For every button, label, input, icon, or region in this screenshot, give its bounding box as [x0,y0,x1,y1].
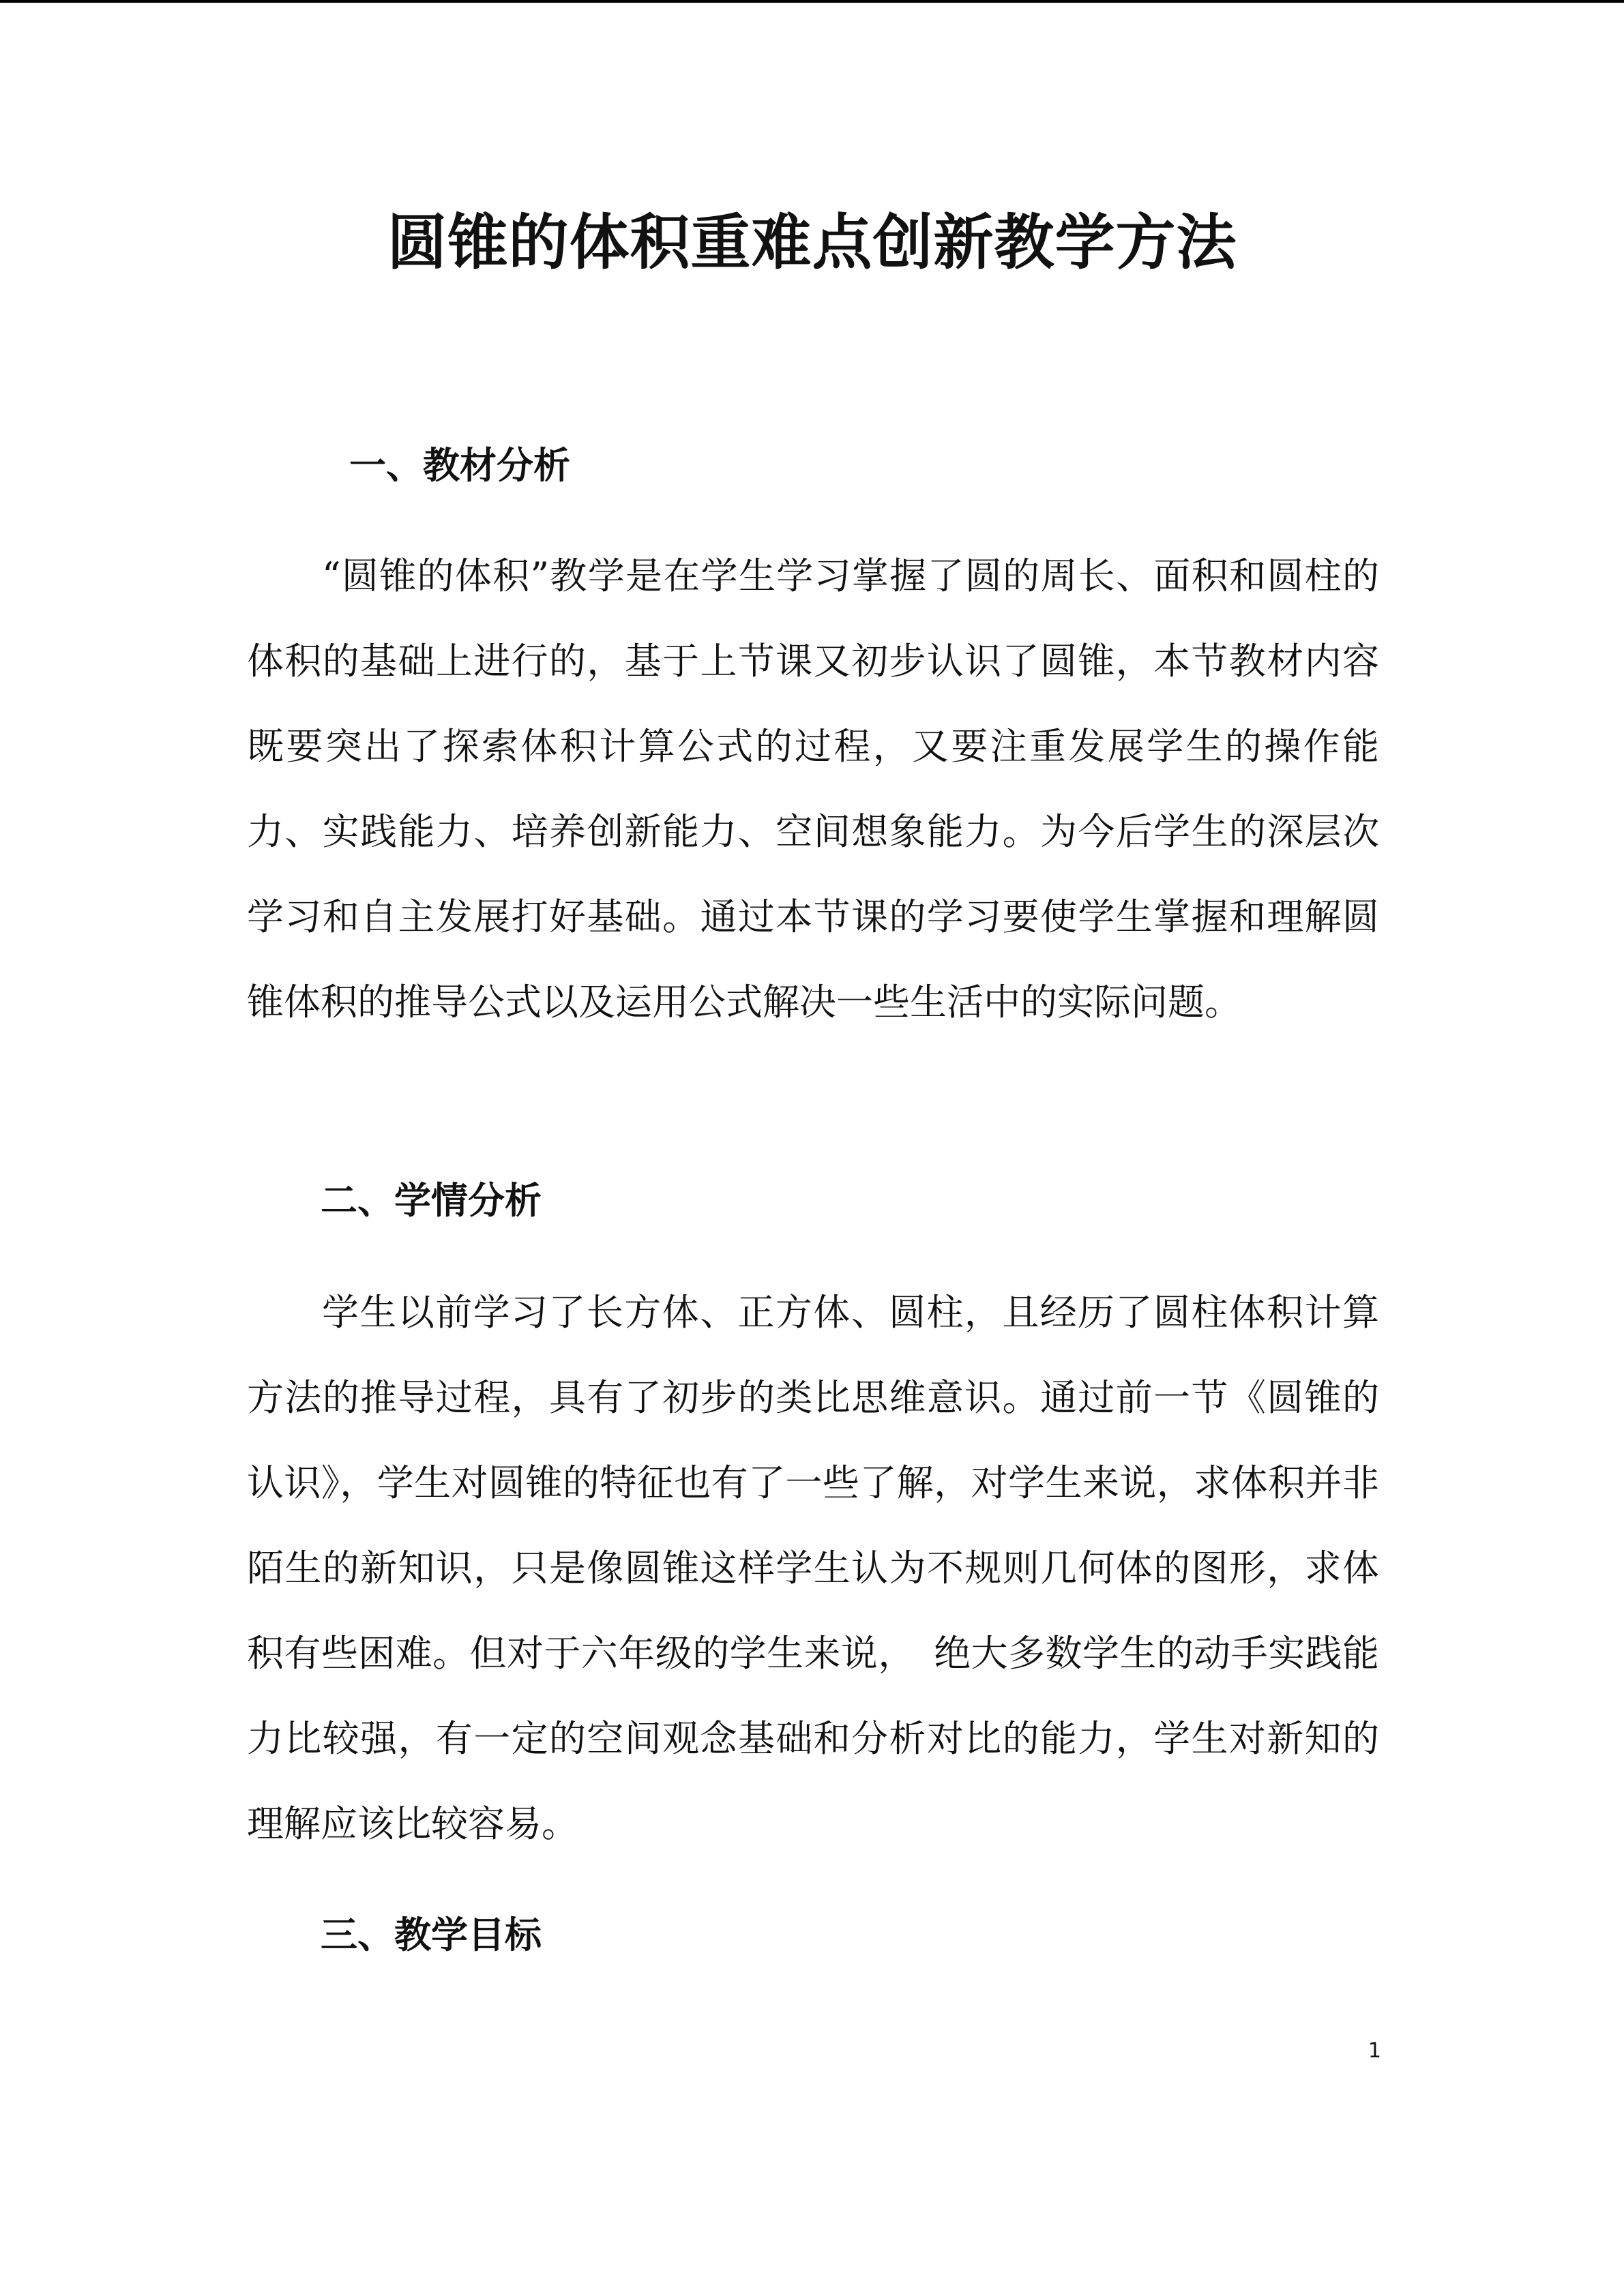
section-paragraph-1: “圆锥的体积”教学是在学生学习掌握了圆的周长、面积和圆柱的体积的基础上进行的，基于上节课又初步认识了圆锥，本节教材内容既要突出了探索体积计算公式的过程，又要注重发展学生的操作能力、实践能力、培养创新能力、空间想象能力。为今后学生的深层次学习和自主发展打好基础。通过本节课的学习要使学生掌握和理解圆锥体积的推导公式以及运用公式解决一些生活中的实际问题。 [247,554,1379,1024]
document-title: 圆锥的体积重难点创新教学方法 [387,207,1237,278]
section-heading-1: 一、教材分析 [349,443,570,487]
section-paragraph-2: 学生以前学习了长方体、正方体、圆柱，且经历了圆柱体积计算方法的推导过程，具有了初步的类比思维意识。通过前一节《圆锥的认识》，学生对圆锥的特征也有了一些了解，对学生来说，求体积并非陌生的新知识，只是像圆锥这样学生认为不规则几何体的图形，求体积有些困难。但对于六年级的学生来说， 绝大多数学生的动手实践能力比较强，有一定的空间观念基础和分析对比的能力，学生对新知的理解应该比较容易。 [247,1291,1379,1845]
page-number: 1 [1368,2039,1381,2063]
page-top-border [0,0,1624,3]
section-heading-3: 三、教学目标 [321,1913,542,1956]
section-heading-2: 二、学情分析 [321,1178,542,1222]
